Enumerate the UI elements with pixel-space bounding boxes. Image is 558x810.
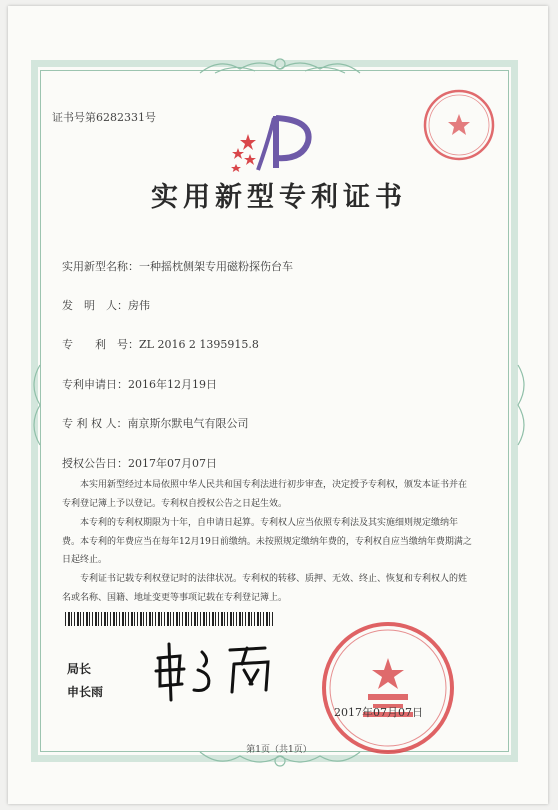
filing-date: 专利申请日：2016年12月19日 <box>62 378 217 391</box>
handwritten-signature <box>150 640 280 705</box>
signatory-name: 申长雨 <box>67 685 104 699</box>
body-paragraph-3: 专利证书记载专利权登记时的法律状况。专利权的转移、质押、无效、终止、恢复和专利权人的姓名或名称、国籍、地址变更等事项记载在专利登记簿上。 <box>62 574 468 603</box>
body-paragraph-1: 本实用新型经过本局依照中华人民共和国专利法进行初步审查，决定授予专利权，颁发本证书并在专利登记簿上予以登记。专利权自授权公告之日起生效。 <box>62 480 468 509</box>
inventor: 发 明 人：房伟 <box>62 299 150 312</box>
top-ornament <box>195 55 365 77</box>
grant-date: 授权公告日：2017年07月07日 <box>62 457 217 470</box>
left-ornament <box>26 360 46 450</box>
page-number: 第1页（共1页） <box>246 745 312 755</box>
signature-role: 局长 <box>67 662 92 676</box>
patent-holder: 专 利 权 人：南京斯尔默电气有限公司 <box>62 417 249 430</box>
utility-model-name: 实用新型名称：一种摇枕侧架专用磁粉探伤台车 <box>62 260 293 273</box>
patent-number: 专 利 号：ZL 2016 2 1395915.8 <box>62 338 259 351</box>
official-seal-stamp <box>420 86 498 164</box>
certificate-number: 证书号第6282331号 <box>52 111 156 124</box>
seal-date: 2017年07月07日 <box>334 706 423 719</box>
barcode <box>65 612 275 626</box>
body-paragraph-2: 本专利的专利权期限为十年，自申请日起算。专利权人应当依照专利法及其实施细则规定缴纳年费。本专利的年费应当在每年12月19日前缴纳。未按照规定缴纳年费的，专利权自应当缴纳年费期满之日起终止。 <box>62 518 472 565</box>
national-ip-office-seal <box>318 618 458 758</box>
right-ornament <box>512 360 532 450</box>
certificate-title: 实用新型专利证书 <box>151 182 407 213</box>
patent-office-logo-icon <box>228 112 318 174</box>
